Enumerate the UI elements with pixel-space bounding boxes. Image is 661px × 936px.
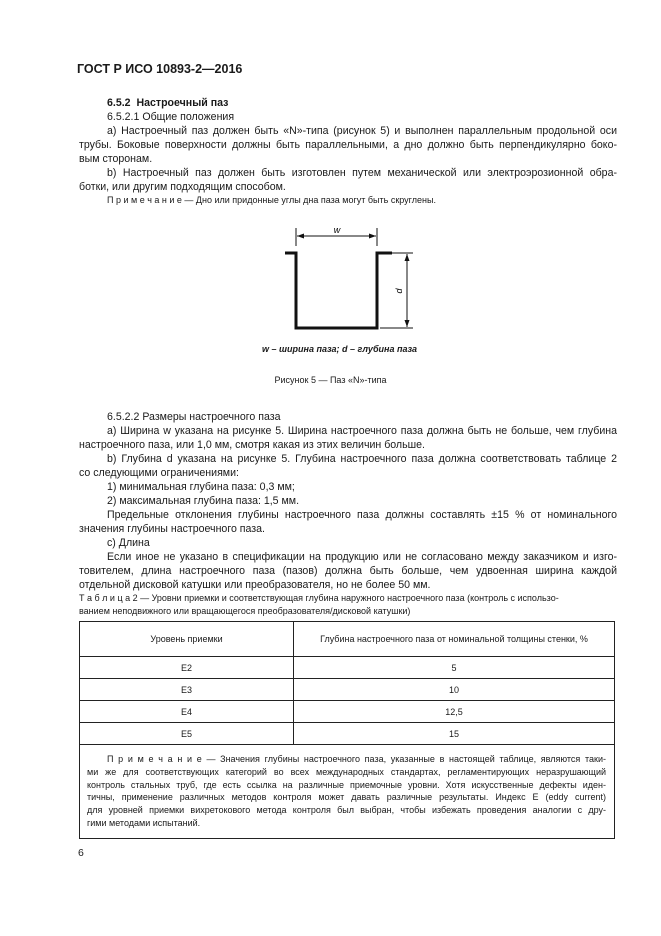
table-cell-level: E4 (80, 701, 294, 723)
table-row (80, 701, 615, 723)
section-heading (107, 96, 228, 110)
width-arrow-right (369, 234, 376, 239)
document-title: ГОСТ Р ИСО 10893-2—2016 (77, 62, 243, 76)
table-cell-depth: 15 (294, 723, 615, 745)
table-note-row (80, 745, 615, 839)
section-number: 6.5.2 (107, 97, 131, 109)
paragraph-b-line2: ботки, или другим подходящим способом. (79, 181, 286, 193)
table-cell-depth: 10 (294, 679, 615, 701)
table-cell-level: E3 (80, 679, 294, 701)
table-2 (79, 621, 615, 839)
table-note-line1 (87, 753, 606, 766)
table-note-line5: для уровней приемки вихретокового метода контроля был выбран, чтобы избежать проведения аналогии с дру- (87, 805, 606, 816)
depth-arrow-top (405, 254, 410, 261)
width-arrow-left (297, 234, 304, 239)
table-cell-level: E2 (80, 657, 294, 679)
subsection-6522-heading: 6.5.2.2 Размеры настроечного паза (107, 411, 281, 423)
paragraph-a-line1: a) Настроечный паз должен быть «N»-типа (рисунок 5) и выполнен параллельным продольной оси (107, 125, 617, 137)
table-2-caption-line2: ванием неподвижного или вращающегося преобразователя/дисковой катушки) (79, 606, 411, 616)
note (107, 194, 436, 207)
table-cell-level: E5 (80, 723, 294, 745)
tolerance-line1: Предельные отклонения глубины настроечного паза должны составлять ±15 % от номинального (107, 509, 617, 521)
notch-profile (285, 253, 392, 328)
table-2-caption-line1 (79, 592, 617, 605)
length-label: c) Длина (107, 537, 150, 549)
table-row (80, 657, 615, 679)
note-text: — Дно или придонные углы дна паза могут быть скруглены. (181, 195, 436, 205)
table-2-caption-prefix: Т а б л и ц а 2 (79, 593, 138, 603)
note-prefix: П р и м е ч а н и е (107, 195, 182, 205)
table-2-caption-text: — Уровни приемки и соответствующая глубина наружного настроечного паза (контроль с использо- (137, 593, 559, 603)
table-note-line2: ми же для соответствующих категорий во всех международных стандартах, регламентирующих неразрушающий (87, 766, 606, 777)
table-header-level: Уровень приемки (80, 622, 294, 657)
table-cell-depth: 12,5 (294, 701, 615, 723)
length-line3: отдельной дисковой катушки или преобразователя, но не более 50 мм. (79, 579, 431, 591)
figure-5-diagram (280, 224, 420, 334)
dims-a-line2: настроечного паза, или 1,0 мм, смотря какая из этих величин больше. (79, 439, 425, 451)
table-cell-depth: 5 (294, 657, 615, 679)
limit-min: 1) минимальная глубина паза: 0,3 мм; (107, 481, 295, 493)
table-row (80, 679, 615, 701)
table-header-row (80, 622, 615, 657)
table-note-line4: тичны, применение различных методов контроля может давать различные результаты. Индекс E (eddy current) (87, 792, 606, 803)
limit-max: 2) максимальная глубина паза: 1,5 мм. (107, 495, 300, 507)
length-line2: товителем, длина настроечного паза (пазов) должна быть больше, чем удвоенная ширина каждой (79, 565, 617, 577)
table-note-line3: контроль стальных труб, где есть ссылка на различные приемочные уровни. Хотя искусственные дефекты иден- (87, 779, 606, 790)
paragraph-a-line3: вым сторонам. (79, 153, 153, 165)
dims-b-line2: со следующими ограничениями: (79, 467, 239, 479)
table-note (80, 745, 615, 839)
figure-5-legend: w – ширина паза; d – глубина паза (262, 344, 418, 354)
section-title: Настроечный паз (136, 97, 229, 109)
label-d: d (394, 288, 404, 294)
page-number: 6 (78, 847, 84, 859)
paragraph-b-line1: b) Настроечный паз должен быть изготовлен путем механической или электроэрозионной обра- (107, 167, 617, 179)
table-row (80, 723, 615, 745)
paragraph-a-line2: трубы. Боковые поверхности должны быть параллельными, а дно должно быть перпендикулярно боко- (79, 139, 617, 151)
subsection-heading: 6.5.2.1 Общие положения (107, 111, 235, 123)
table-note-prefix: П р и м е ч а н и е (107, 754, 202, 764)
table-note-text: — Значения глубины настроечного паза, указанные в настоящей таблице, являются таки- (201, 754, 606, 764)
tolerance-line2: значения глубины настроечного паза. (79, 523, 265, 535)
table-note-line6: гими методами испытаний. (87, 817, 201, 828)
label-w: w (333, 225, 341, 235)
depth-arrow-bottom (405, 320, 410, 327)
length-line1: Если иное не указано в спецификации на продукцию или не согласовано между заказчиком и изго- (107, 551, 617, 563)
figure-5-caption: Рисунок 5 — Паз «N»-типа (274, 375, 387, 385)
dims-b-line1: b) Глубина d указана на рисунке 5. Глубина настроечного паза должна соответствовать таблице 2 (107, 453, 617, 465)
dims-a-line1: a) Ширина w указана на рисунке 5. Ширина настроечного паза должна быть не больше, чем глубина (107, 425, 617, 437)
table-header-depth: Глубина настроечного паза от номинальной толщины стенки, % (294, 622, 615, 657)
